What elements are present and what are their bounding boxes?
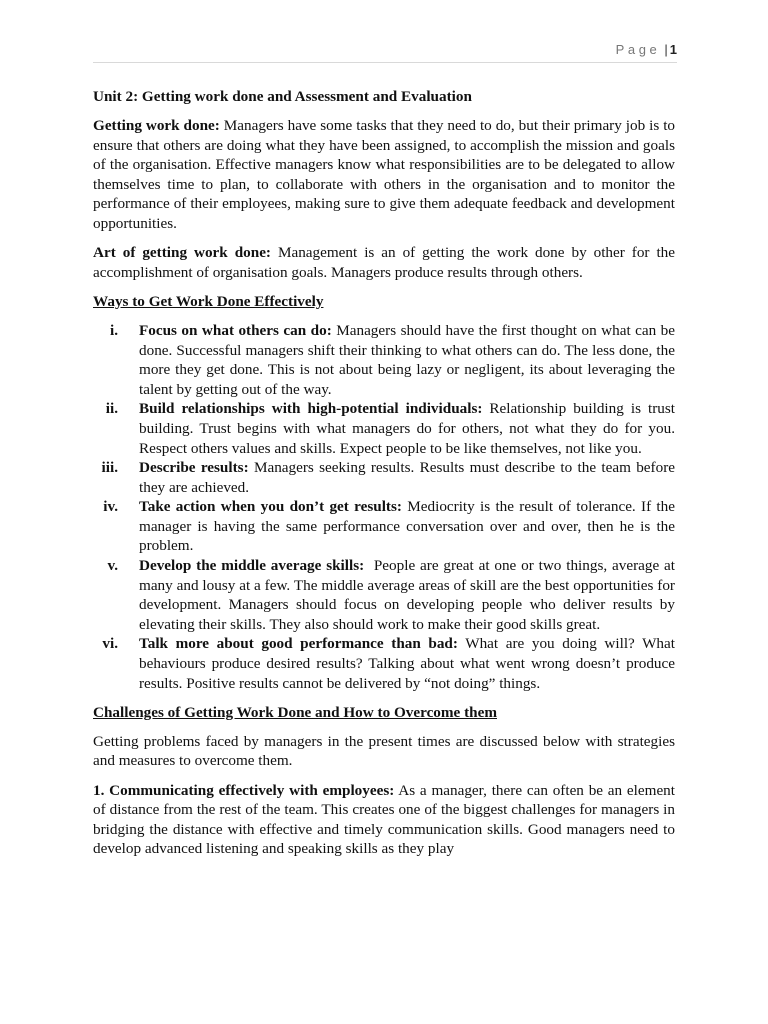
page-separator: | bbox=[664, 42, 668, 57]
challenges-heading: Challenges of Getting Work Done and How to Overcome them bbox=[93, 703, 497, 721]
list-item: vi. Talk more about good performance than bad: What are you doing will? What behaviours produce desired results? Talking about what went wrong doesn’t produce results. Positive results cannot be delivered by “not doing” things. bbox=[102, 635, 675, 692]
challenge-1-label: 1. Communicating effectively with employees: bbox=[93, 781, 395, 799]
page-number: 1 bbox=[669, 42, 677, 57]
challenge-1-paragraph bbox=[93, 781, 675, 859]
challenges-intro: Getting problems faced by managers in the present times are discussed below with strategies and measures to overcome them. bbox=[93, 732, 675, 770]
intro-paragraph bbox=[93, 116, 675, 234]
page-header bbox=[93, 42, 677, 63]
ways-list bbox=[93, 321, 679, 693]
ways-heading: Ways to Get Work Done Effectively bbox=[93, 292, 324, 310]
challenge-1-text: As a manager, there can often be an element of distance from the rest of the team. This creates one of the biggest challenges for managers in bridging the distance with effective and timely communication skills. Good managers need to develop advanced listening and speaking skills as they play bbox=[93, 781, 675, 858]
unit-title: Unit 2: Getting work done and Assessment and Evaluation bbox=[93, 88, 472, 105]
art-paragraph bbox=[93, 243, 675, 282]
list-item: i. Focus on what others can do: Managers should have the first thought on what can be done. Successful managers shift their thinking to what others can do. The less done, the more they get done. This is not about being lazy or negligent, its about leveraging the talent by getting out of the way. bbox=[109, 321, 675, 398]
art-label: Art of getting work done: bbox=[93, 244, 271, 262]
list-item: ii. Build relationships with high-potential individuals: Relationship building is trust building. Trust begins with what managers do for others, not what they do for you. Respect others values and skills. Expect people to be like themselves, not like you. bbox=[105, 400, 675, 457]
list-item: v. Develop the middle average skills: People are great at one or two things, average at many and lousy at a few. The middle average areas of skill are the best opportunities for development. Managers should focus on developing people who deliver results by elevating their skills. They also should work to make their good skills great. bbox=[107, 557, 679, 633]
intro-label: Getting work done: bbox=[93, 117, 220, 135]
list-item: iv. Take action when you don’t get results: Mediocrity is the result of tolerance. If the manager is having the same performance conversation over and over, then he is the problem. bbox=[103, 498, 675, 555]
art-text: Management is an of getting the work done by other for the accomplishment of organisation goals. Managers produce results through others. bbox=[93, 244, 675, 281]
page-label: Page bbox=[615, 42, 661, 57]
document-body bbox=[93, 87, 679, 868]
intro-text: Managers have some tasks that they need to do, but their primary job is to ensure that others are doing what they have been assigned, to accomplish the mission and goals of the organisation. Effective managers know what responsibilities are to be delegated to allow themselves time to plan, to collaborate with others in the organisation and to monitor the performance of their employees, making sure to give them adequate feedback and development opportunities. bbox=[93, 117, 676, 233]
list-item: iii. Describe results: Managers seeking results. Results must describe to the team before they are achieved. bbox=[101, 459, 675, 496]
